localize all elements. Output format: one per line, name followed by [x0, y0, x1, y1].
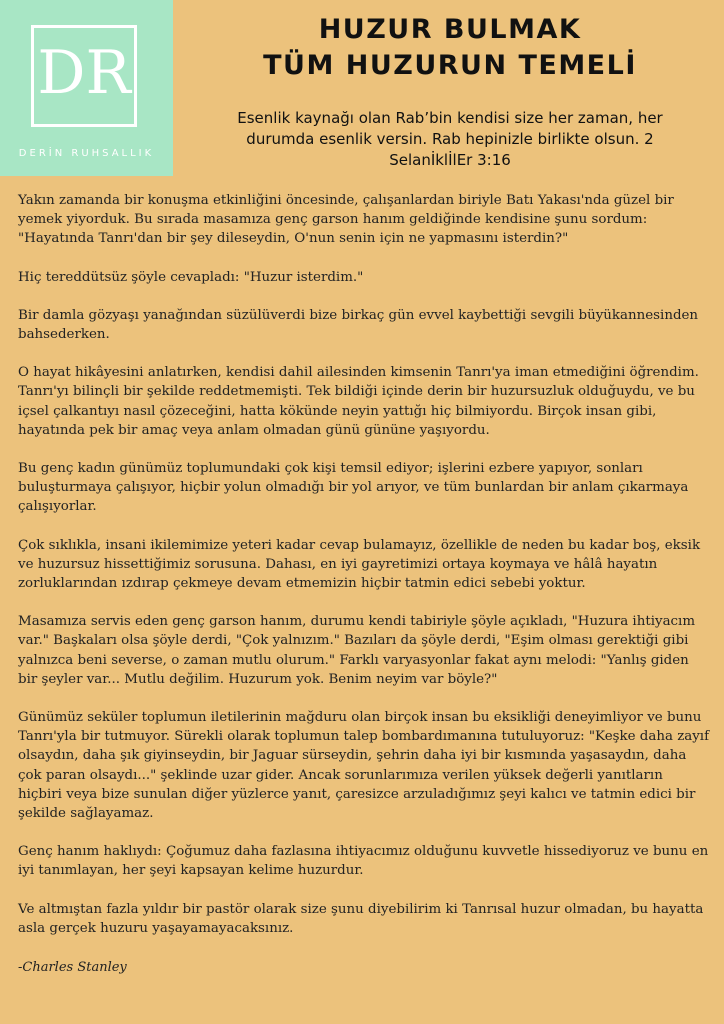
paragraph: Çok sıklıkla, insani ikilemimize yeteri kadar cevap bulamayız, özellikle de neden bu kadar boş, eksik ve huzursuz hissettiğimiz sorusuna. Dahası, en iyi gayretimizi ortaya koymaya ve hâlâ hayatın zorluklarından ızdırap çekmeye devam etmemizin hiçbir tatmin edici sebebi yoktur. [18, 537, 701, 592]
paragraph: Bir damla gözyaşı yanağından süzülüverdi bize birkaç gün evvel kaybettiği sevgili büyükannesinden bahsederken. [18, 307, 699, 343]
paragraph: Günümüz seküler toplumun iletilerinin mağduru olan birçok insan bu eksikliği deneyimliyor ve bunu Tanrı'yla bir tutmuyor. Sürekli olarak toplumun talep bombardımanına tutuluyoruz: "Keşke daha zayıf olsaydın, daha şık giyinseydin, bir Jaguar sürseydin, şehrin daha iyi bir kısmında yaşasaydın, daha çok paran olsaydı..." şeklinde uzar gider. Ancak sorunlarımıza verilen yüksek değerli yanıtların hiçbiri veya bize sunulan diğer yüzlerce yanıt, çaresizce arzuladığımız şeyi kalıcı ve tatmin edici bir şekilde sağlayamaz. [18, 710, 710, 822]
page-title [190, 12, 710, 84]
paragraph: Ve altmıştan fazla yıldır bir pastör olarak size şunu diyebilirim ki Tanrısal huzur olmadan, bu hayatta asla gerçek huzuru yaşayamayacaksınız. [18, 901, 704, 936]
logo-badge [0, 0, 173, 176]
author-signature: -Charles Stanley [18, 960, 127, 975]
title-line-1: HUZUR BULMAK [318, 14, 582, 45]
paragraph: Yakın zamanda bir konuşma etkinliğini öncesinde, çalışanlardan biriyle Batı Yakası'nda güzel bir yemek yiyorduk. Bu sırada masamıza genç garson hanım geldiğinde kendisine şunu sordum: "Hayatında Tanrı'dan bir şey dileseydin, O'nun senin için ne yapmasını isterdin?" [18, 193, 674, 247]
article-body [18, 191, 710, 957]
logo-letters: DR [37, 38, 131, 108]
paragraph: Hiç tereddütsüz şöyle cevapladı: "Huzur isterdim." [18, 269, 364, 285]
paragraph: Genç hanım haklıydı: Çoğumuz daha fazlasına ihtiyacımız olduğunu kuvvetle hissediyoruz ve bunu en iyi tanımlayan, her şeyi kapsayan kelime huzurdur. [18, 844, 709, 879]
paragraph: Masamıza servis eden genç garson hanım, durumu kendi tabiriyle şöyle açıkladı, "Huzura ihtiyacım var." Başkaları olsa şöyle derdi, "Çok yalnızım." Bazıları da şöyle derdi, "Eşim olması gerektiği gibi yalnızca beni severse, o zaman mutlu olurum." Farklı varyasyonlar fakat aynı melodi: "Yanlış giden bir şeyler var... Mutlu değilim. Huzurum yok. Benim neyim var böyle?" [18, 614, 696, 687]
scripture-verse: Esenlik kaynağı olan Rab’bin kendisi size her zaman, her durumda esenlik versin. Rab hepinizle birlikte olsun. 2 SelanİklİlEr 3:16 [237, 109, 663, 169]
title-line-2: TÜM HUZURUN TEMELİ [263, 50, 637, 81]
logo-frame [31, 25, 137, 127]
paragraph: O hayat hikâyesini anlatırken, kendisi dahil ailesinden kimsenin Tanrı'ya iman etmediğini öğrendim. Tanrı'yı bilinçli bir şekilde reddetmemişti. Tek bildiği içinde derin bir huzursuzluk olduğuydu, ve bu içsel çalkantıyı nasıl çözeceğini, hatta kökünde neyin yattığı hiç bilmiyordu. Birçok insan gibi, hayatında pek bir amaç veya anlam olmadan günü gününe yaşıyordu. [18, 365, 699, 438]
logo-caption: DERİN RUHSALLIK [18, 148, 155, 159]
paragraph: Bu genç kadın günümüz toplumundaki çok kişi temsil ediyor; işlerini ezbere yapıyor, sonları buluşturmaya çalışıyor, hiçbir yolun olmadığı bir yol arıyor, ve tüm bunlardan bir anlam çıkarmaya çalışıyorlar. [18, 461, 689, 515]
